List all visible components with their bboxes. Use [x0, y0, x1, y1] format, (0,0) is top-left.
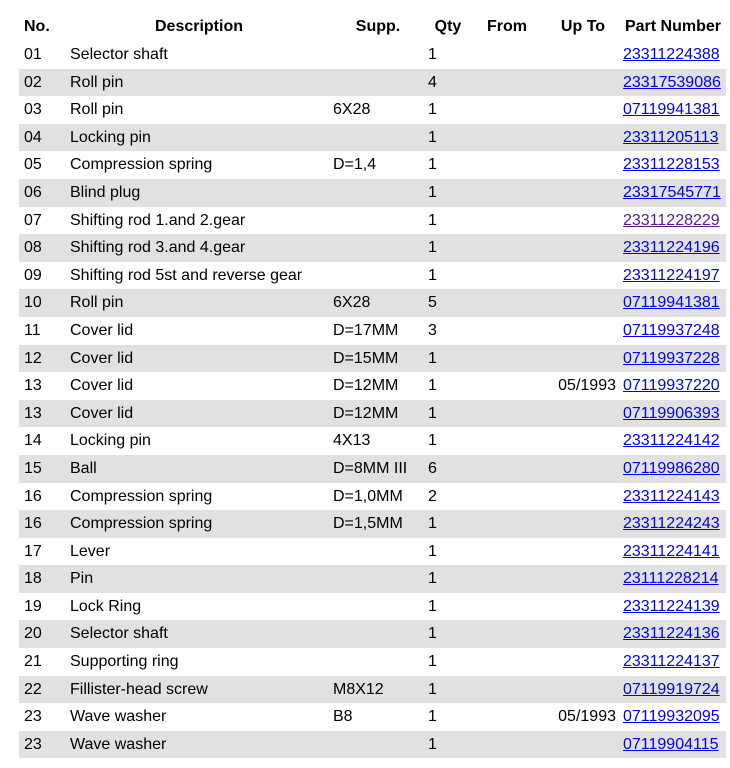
cell-supp: 4X13: [333, 432, 371, 450]
cell-no: 16: [24, 487, 42, 505]
part-number-link[interactable]: 23311205113: [623, 128, 719, 146]
cell-description: Cover lid: [70, 321, 134, 339]
cell-from: [468, 676, 541, 704]
cell-qty: 1: [423, 731, 468, 759]
cell-from: [468, 565, 541, 593]
cell-supp: [328, 124, 423, 152]
cell-no: 14: [24, 432, 42, 450]
cell-qty: 2: [428, 487, 437, 505]
cell-supp: D=1,4: [333, 156, 377, 174]
cell-no: 01: [24, 46, 42, 63]
cell-description: Wave washer: [70, 708, 167, 726]
table-row: [19, 345, 726, 373]
table-row: [19, 455, 726, 483]
cell-supp: [328, 731, 423, 759]
cell-description: Blind plug: [65, 179, 328, 207]
cell-no: 16: [19, 510, 65, 538]
cell-description: Roll pin: [65, 289, 328, 317]
cell-up-to: [541, 510, 620, 538]
cell-description: Pin: [65, 565, 328, 593]
cell-up-to: [541, 400, 620, 428]
table-row: [19, 620, 726, 648]
part-number-link[interactable]: 23311224139: [623, 597, 720, 615]
cell-description: Locking pin: [70, 432, 151, 450]
cell-description: Selector shaft: [65, 620, 328, 648]
cell-up-to: [541, 345, 620, 373]
cell-qty: 1: [423, 345, 468, 373]
cell-qty: 1: [428, 653, 437, 671]
table-row: [19, 565, 726, 593]
cell-no: 09: [24, 266, 42, 284]
cell-from: [468, 455, 541, 483]
cell-description: Roll pin: [70, 101, 124, 119]
cell-no: 15: [19, 455, 65, 483]
table-row: [19, 538, 726, 566]
cell-supp: D=12MM: [328, 400, 423, 428]
cell-no: 23: [19, 731, 65, 759]
cell-qty: 1: [423, 400, 468, 428]
cell-from: [468, 69, 541, 97]
cell-from: [468, 151, 541, 179]
cell-up-to: [541, 648, 620, 676]
cell-part-number: [620, 400, 726, 428]
cell-supp: M8X12: [328, 676, 423, 704]
cell-no: 13: [19, 400, 65, 428]
cell-qty: 1: [423, 124, 468, 152]
part-number-link[interactable]: 23111228214: [623, 570, 719, 588]
cell-from: [468, 207, 541, 235]
header-description: Description: [154, 18, 243, 35]
table-row: [19, 676, 726, 704]
cell-qty: 1: [428, 156, 437, 174]
cell-qty: 1: [428, 597, 437, 615]
table-body: [19, 41, 726, 758]
cell-part-number: [620, 317, 726, 345]
cell-up-to: 05/1993: [558, 708, 616, 726]
cell-from: [468, 648, 541, 676]
cell-description: Cover lid: [65, 345, 328, 373]
header-supp: Supp.: [355, 18, 401, 35]
part-number-link[interactable]: 07119937220: [623, 377, 720, 395]
cell-no: 22: [19, 676, 65, 704]
cell-description: Lever: [70, 542, 111, 560]
cell-no: 07: [24, 211, 42, 229]
cell-no: 10: [19, 289, 65, 317]
cell-from: [468, 400, 541, 428]
cell-from: [468, 620, 541, 648]
cell-up-to: [541, 124, 620, 152]
cell-from: [468, 372, 541, 400]
header-no: No.: [24, 18, 50, 35]
cell-from: [468, 234, 541, 262]
cell-supp: [328, 69, 423, 97]
cell-part-number: [620, 151, 726, 179]
cell-up-to: [541, 207, 620, 235]
part-number-link[interactable]: 07119906393: [623, 404, 720, 422]
cell-part-number: [620, 289, 726, 317]
part-number-link[interactable]: 07119904115: [623, 735, 719, 753]
cell-qty: 5: [423, 289, 468, 317]
cell-part-number: [620, 455, 726, 483]
table-row: [19, 703, 726, 731]
cell-part-number: [620, 179, 726, 207]
cell-part-number: [620, 648, 726, 676]
cell-description: Compression spring: [65, 510, 328, 538]
cell-supp: D=12MM: [333, 377, 399, 395]
header-qty: Qty: [434, 18, 462, 35]
part-number-link[interactable]: 23311224141: [623, 542, 720, 560]
cell-qty: 1: [428, 377, 437, 395]
part-number-link[interactable]: 23311224197: [623, 266, 720, 284]
cell-part-number: [620, 538, 726, 566]
table-row: [19, 427, 726, 455]
cell-up-to: [541, 483, 620, 511]
cell-from: [468, 731, 541, 759]
cell-description: Shifting rod 5st and reverse gear: [70, 266, 303, 284]
cell-up-to: [541, 289, 620, 317]
table-row: [19, 400, 726, 428]
cell-part-number: [620, 124, 726, 152]
cell-part-number: [620, 620, 726, 648]
cell-supp: [328, 41, 423, 69]
part-number-link[interactable]: 23311224196: [623, 239, 720, 257]
cell-supp: 6X28: [328, 289, 423, 317]
cell-no: 06: [19, 179, 65, 207]
cell-part-number: [620, 41, 726, 69]
cell-supp: [328, 207, 423, 235]
part-number-link[interactable]: 23311224243: [623, 515, 720, 533]
cell-from: [468, 96, 541, 124]
table-row: [19, 179, 726, 207]
cell-supp: D=1,5MM: [328, 510, 423, 538]
cell-from: [468, 345, 541, 373]
cell-up-to: [541, 262, 620, 290]
cell-supp: [328, 538, 423, 566]
cell-qty: 1: [428, 432, 437, 450]
part-number-link[interactable]: 23311228229: [623, 211, 720, 229]
cell-no: 04: [19, 124, 65, 152]
part-number-link[interactable]: 23311224143: [623, 487, 720, 505]
table-row: [19, 69, 726, 97]
cell-part-number: [620, 262, 726, 290]
cell-from: [468, 538, 541, 566]
cell-supp: [328, 648, 423, 676]
cell-qty: 1: [423, 565, 468, 593]
cell-part-number: [620, 676, 726, 704]
cell-up-to: [541, 455, 620, 483]
table-row: [19, 151, 726, 179]
part-number-link[interactable]: 07119919724: [623, 680, 720, 698]
table-row: [19, 234, 726, 262]
cell-description: Cover lid: [65, 400, 328, 428]
cell-part-number: [620, 731, 726, 759]
cell-up-to: [541, 234, 620, 262]
cell-no: 03: [24, 101, 42, 119]
table-row: [19, 41, 726, 69]
cell-supp: [328, 620, 423, 648]
part-number-link[interactable]: 07119941381: [623, 294, 720, 312]
cell-part-number: [620, 565, 726, 593]
cell-qty: 3: [428, 321, 437, 339]
cell-qty: 1: [428, 708, 437, 726]
cell-up-to: [541, 151, 620, 179]
part-number-link[interactable]: 23317545771: [623, 183, 721, 201]
header-up-to: Up To: [560, 18, 606, 35]
cell-part-number: [620, 703, 726, 731]
part-number-link[interactable]: 07119986280: [623, 459, 720, 477]
parts-table-container: [19, 13, 726, 758]
cell-part-number: [620, 96, 726, 124]
cell-supp: [328, 234, 423, 262]
cell-description: Compression spring: [70, 487, 213, 505]
cell-description: Lock Ring: [70, 597, 142, 615]
table-row: [19, 483, 726, 511]
cell-description: Locking pin: [65, 124, 328, 152]
part-number-link[interactable]: 07119937228: [623, 349, 720, 367]
table-row: [19, 96, 726, 124]
cell-up-to: [541, 427, 620, 455]
cell-no: 12: [19, 345, 65, 373]
part-number-link[interactable]: 23317539086: [623, 73, 721, 91]
cell-no: 17: [24, 542, 42, 560]
cell-description: Cover lid: [70, 377, 134, 395]
cell-from: [468, 41, 541, 69]
table-row: [19, 124, 726, 152]
cell-no: 20: [19, 620, 65, 648]
table-row: [19, 510, 726, 538]
cell-no: 05: [24, 156, 42, 174]
cell-up-to: [541, 538, 620, 566]
part-number-link[interactable]: 23311228153: [623, 156, 720, 174]
cell-qty: 1: [423, 676, 468, 704]
cell-from: [468, 427, 541, 455]
part-number-link[interactable]: 07119932095: [623, 708, 720, 726]
cell-from: [468, 510, 541, 538]
cell-up-to: [541, 593, 620, 621]
table-row: [19, 593, 726, 621]
cell-from: [468, 317, 541, 345]
cell-qty: 4: [423, 69, 468, 97]
cell-no: 13: [24, 377, 42, 395]
cell-up-to: [541, 565, 620, 593]
cell-part-number: [620, 593, 726, 621]
part-number-link[interactable]: 23311224137: [623, 653, 720, 671]
table-row: [19, 317, 726, 345]
cell-part-number: [620, 483, 726, 511]
cell-from: [468, 703, 541, 731]
cell-qty: 1: [428, 101, 437, 119]
header-from: From: [487, 18, 527, 35]
table-row: [19, 289, 726, 317]
cell-from: [468, 124, 541, 152]
cell-supp: [328, 593, 423, 621]
table-row: [19, 207, 726, 235]
cell-up-to: [541, 620, 620, 648]
table-row: [19, 262, 726, 290]
cell-no: 21: [24, 653, 42, 671]
cell-part-number: [620, 510, 726, 538]
cell-up-to: [541, 179, 620, 207]
cell-up-to: [541, 317, 620, 345]
cell-from: [468, 289, 541, 317]
cell-description: Wave washer: [65, 731, 328, 759]
part-number-link[interactable]: 07119941381: [623, 101, 720, 119]
cell-up-to: [541, 676, 620, 704]
cell-description: Shifting rod 1.and 2.gear: [70, 211, 246, 229]
cell-description: Supporting ring: [70, 653, 179, 671]
table-row: [19, 648, 726, 676]
cell-no: 11: [24, 321, 41, 339]
cell-part-number: [620, 69, 726, 97]
cell-up-to: [541, 69, 620, 97]
cell-supp: 6X28: [333, 101, 371, 119]
cell-no: 18: [19, 565, 65, 593]
cell-qty: 1: [423, 234, 468, 262]
cell-supp: D=15MM: [328, 345, 423, 373]
cell-no: 19: [24, 597, 42, 615]
cell-from: [468, 593, 541, 621]
part-number-link[interactable]: 23311224388: [623, 46, 720, 63]
cell-supp: [328, 565, 423, 593]
cell-qty: 1: [423, 620, 468, 648]
cell-up-to: [541, 731, 620, 759]
cell-supp: D=8MM III: [328, 455, 423, 483]
cell-from: [468, 262, 541, 290]
cell-up-to: [541, 41, 620, 69]
cell-part-number: [620, 372, 726, 400]
cell-no: 23: [24, 708, 42, 726]
cell-description: Fillister-head screw: [65, 676, 328, 704]
cell-from: [468, 179, 541, 207]
parts-table: [19, 13, 726, 758]
cell-qty: 1: [428, 46, 437, 63]
cell-part-number: [620, 427, 726, 455]
cell-description: Roll pin: [65, 69, 328, 97]
cell-qty: 1: [428, 211, 437, 229]
part-number-link[interactable]: 23311224136: [623, 625, 720, 643]
cell-qty: 1: [428, 266, 437, 284]
cell-qty: 6: [423, 455, 468, 483]
cell-qty: 1: [423, 510, 468, 538]
cell-from: [468, 483, 541, 511]
table-header-row: [19, 13, 726, 41]
cell-supp: [328, 262, 423, 290]
cell-description: Ball: [65, 455, 328, 483]
header-part-number: Part Number: [624, 18, 722, 35]
cell-description: Selector shaft: [70, 46, 168, 63]
table-row: [19, 372, 726, 400]
cell-part-number: [620, 345, 726, 373]
cell-supp: [328, 179, 423, 207]
cell-no: 02: [19, 69, 65, 97]
cell-description: Shifting rod 3.and 4.gear: [65, 234, 328, 262]
cell-qty: 1: [423, 179, 468, 207]
table-row: [19, 731, 726, 759]
cell-supp: D=17MM: [333, 321, 399, 339]
cell-description: Compression spring: [70, 156, 213, 174]
cell-up-to: [541, 96, 620, 124]
part-number-link[interactable]: 07119937248: [623, 321, 720, 339]
cell-part-number: [620, 207, 726, 235]
part-number-link[interactable]: 23311224142: [623, 432, 720, 450]
cell-part-number: [620, 234, 726, 262]
cell-up-to: 05/1993: [558, 377, 616, 395]
cell-qty: 1: [428, 542, 437, 560]
cell-supp: B8: [333, 708, 353, 726]
cell-supp: D=1,0MM: [333, 487, 403, 505]
cell-no: 08: [19, 234, 65, 262]
